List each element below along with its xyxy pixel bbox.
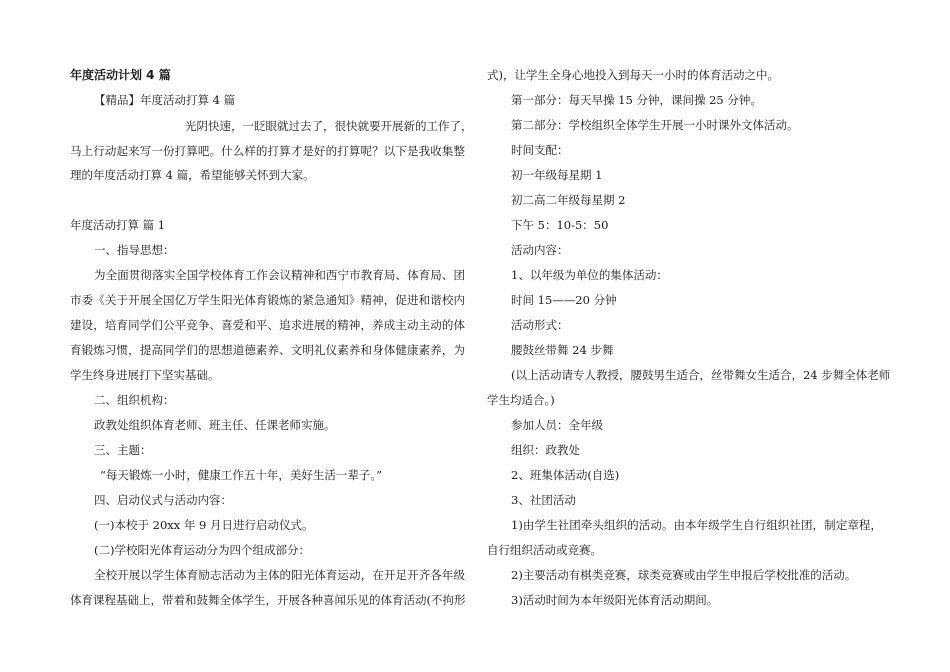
paragraph-line: 腰鼓丝带舞 24 步舞: [511, 343, 614, 357]
paragraph-line: 市委《关于开展全国亿万学生阳光体育锻炼的紧急通知》精神，促进和谐校内: [70, 293, 465, 307]
paragraph-heading: 四、启动仪式与活动内容：: [94, 493, 232, 507]
intro-line: 理的年度活动打算 4 篇，希望能够关怀到大家。: [70, 168, 315, 182]
paragraph-line: 2、班集体活动(自选): [511, 468, 620, 482]
paragraph-line: (一)本校于 20xx 年 9 月日进行启动仪式。: [94, 518, 314, 532]
paragraph-line: 活动形式：: [511, 318, 569, 332]
paragraph-line: 式)，让学生全身心地投入到每天一小时的体育活动之中。: [487, 68, 779, 82]
paragraph-line: (二)学校阳光体育运动分为四个组成部分：: [94, 543, 310, 557]
paragraph-line: 3)活动时间为本年级阳光体育活动期间。: [511, 593, 719, 607]
paragraph-line: 组织：政教处: [511, 443, 580, 457]
paragraph-line: 3、社团活动: [511, 493, 576, 507]
section-heading: 年度活动打算 篇 1: [70, 218, 166, 232]
paragraph-line: 学生均适合。): [487, 393, 555, 407]
paragraph-line: 初二高二年级每星期 2: [511, 193, 626, 207]
paragraph-line: 下午 5：10-5：50: [511, 218, 609, 232]
intro-line: 光阴快速，一眨眼就过去了，很快就要开展新的工作了，: [185, 119, 473, 133]
paragraph-line: 育锻炼习惯，提高同学们的思想道德素养、文明礼仪素养和身体健康素养，为: [70, 343, 465, 357]
paragraph-line: 时间 15——20 分钟: [511, 293, 617, 307]
paragraph-line: 1)由学生社团牵头组织的活动。由本年级学生自行组织社团，制定章程，: [511, 518, 882, 532]
paragraph-line: 1、以年级为单位的集体活动：: [511, 268, 668, 282]
subtitle-line: 【精品】年度活动打算 4 篇: [94, 93, 236, 107]
paragraph-line: 时间支配：: [511, 143, 569, 157]
paragraph-line: 2)主要活动有棋类竞赛，球类竞赛或由学生申报后学校批准的活动。: [511, 568, 857, 582]
paragraph-heading: 二、组织机构：: [94, 393, 175, 407]
paragraph-line: 建设，培育同学们公平竞争、喜爱和平、追求进展的精神，养成主动主动的体: [70, 318, 465, 332]
paragraph-heading: 一、指导思想：: [94, 243, 175, 257]
paragraph-line: 第二部分：学校组织全体学生开展一小时课外文体活动。: [511, 118, 799, 132]
paragraph-line: 学生终身进展打下坚实基础。: [70, 368, 220, 382]
paragraph-line: 活动内容：: [511, 243, 569, 257]
paragraph-line: 自行组织活动或竞赛。: [487, 543, 602, 557]
paragraph-line: 为全面贯彻落实全国学校体育工作会议精神和西宁市教育局、体育局、团: [94, 268, 465, 282]
intro-line: 马上行动起来写一份打算吧。什么样的打算才是好的打算呢？以下是我收集整: [70, 144, 465, 158]
paragraph-line: (以上活动请专人教授，腰鼓男生适合，丝带舞女生适合，24 步舞全体老师: [511, 368, 891, 382]
paragraph-line: 体育课程基础上，带着和鼓舞全体学生，开展各种喜闻乐见的体育活动(不拘形: [70, 593, 466, 607]
paragraph-line: 参加人员：全年级: [511, 418, 603, 432]
paragraph-heading: 三、主题：: [94, 443, 152, 457]
paragraph-line: 全校开展以学生体育励志活动为主体的阳光体育运动，在开足开齐各年级: [94, 568, 465, 582]
paragraph-line: 初一年级每星期 1: [511, 168, 603, 182]
motto-line: “每天锻炼一小时，健康工作五十年，美好生活一辈子。”: [100, 468, 383, 482]
paragraph-line: 政教处组织体育老师、班主任、任课老师实施。: [94, 418, 336, 432]
paragraph-line: 第一部分：每天早操 15 分钟，课间操 25 分钟。: [511, 93, 762, 107]
document-title: 年度活动计划 4 篇: [70, 68, 171, 82]
